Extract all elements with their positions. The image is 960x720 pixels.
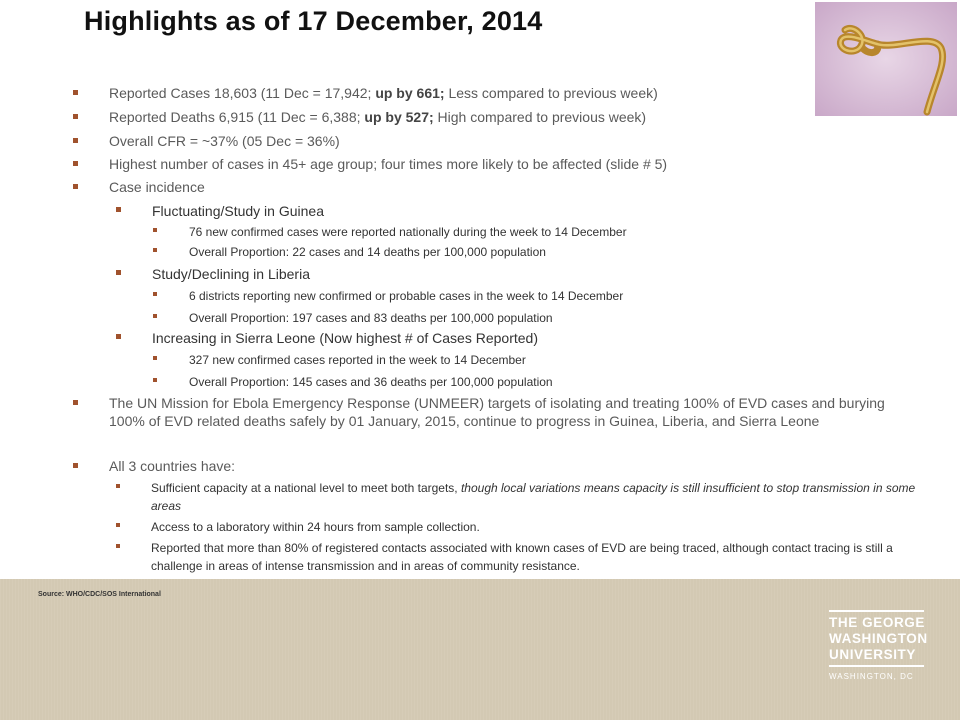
bullet-marker	[73, 400, 78, 405]
bullet-text: Reported that more than 80% of registered contacts associated with known cases of EVD are being traced, although contact tracing is still a challenge in areas of intense transmission and in areas of community resistance.	[151, 541, 893, 573]
bullet-marker	[73, 184, 78, 189]
bullet-text	[109, 84, 889, 102]
detail-sierra-2	[153, 373, 909, 391]
bullet-marker	[73, 463, 78, 468]
bullet-text: Overall Proportion: 197 cases and 83 deaths per 100,000 population	[189, 311, 553, 325]
text-italic: though local variations means capacity is still insufficient to stop transmission in some areas	[151, 481, 916, 513]
bullet-marker	[153, 292, 157, 296]
footer-band	[0, 579, 960, 720]
bullet-text	[109, 108, 889, 126]
bullet-text: Overall Proportion: 22 cases and 14 deaths per 100,000 population	[189, 245, 546, 259]
sub-bullet-contacts	[116, 539, 931, 575]
logo-rule-top	[829, 610, 924, 612]
bullet-text: The UN Mission for Ebola Emergency Response (UNMEER) targets of isolating and treating 100% of EVD cases and burying 100% of EVD related deaths safely by 01 January, 2015, continue to progress in Guinea, Liberia, and Sierra Leone	[109, 395, 885, 429]
logo-name	[829, 615, 928, 663]
bullet-marker	[153, 248, 157, 252]
bullet-text: Overall CFR = ~37% (05 Dec = 36%)	[109, 133, 340, 149]
text-part: Reported Cases 18,603 (11 Dec = 17,942;	[109, 85, 376, 101]
bullet-text: Increasing in Sierra Leone (Now highest # of Cases Reported)	[152, 330, 538, 346]
text-bold: up by 661;	[375, 85, 445, 101]
detail-guinea-2	[153, 243, 909, 261]
bullet-marker	[153, 228, 157, 232]
bullet-marker	[153, 314, 157, 318]
text-part: Reported Deaths 6,915 (11 Dec = 6,388;	[109, 109, 365, 125]
bullet-text: 6 districts reporting new confirmed or probable cases in the week to 14 December	[189, 289, 624, 303]
slide-title: Highlights as of 17 December, 2014	[84, 6, 543, 36]
bullet-text	[151, 479, 931, 515]
bullet-text: Fluctuating/Study in Guinea	[152, 203, 324, 219]
bullet-text: Highest number of cases in 45+ age group; four times more likely to be affected (slide # 5)	[109, 156, 668, 172]
bullet-marker	[116, 270, 121, 275]
logo-rule-bottom	[829, 665, 924, 667]
bullet-text: 327 new confirmed cases reported in the week to 14 December	[189, 353, 526, 367]
sub-bullet-guinea	[116, 202, 912, 220]
logo-line-2: WASHINGTON	[829, 631, 928, 646]
detail-liberia-1	[153, 287, 909, 305]
bullet-reported-cases	[73, 84, 889, 102]
bullet-marker	[153, 356, 157, 360]
sub-bullet-capacity	[116, 479, 931, 515]
bullet-unmeer	[73, 394, 919, 430]
text-bold: up by 527;	[364, 109, 434, 125]
source-note: Source: WHO/CDC/SOS International	[38, 591, 161, 598]
bullet-case-incidence	[73, 178, 889, 196]
bullet-marker	[73, 161, 78, 166]
bullet-text: Study/Declining in Liberia	[152, 266, 310, 282]
bullet-text: Access to a laboratory within 24 hours from sample collection.	[151, 520, 480, 534]
bullet-reported-deaths	[73, 108, 889, 126]
bullet-marker	[116, 544, 120, 548]
text-part: Sufficient capacity at a national level to meet both targets,	[151, 481, 461, 495]
logo-city: WASHINGTON, DC	[829, 672, 914, 681]
bullet-marker	[116, 523, 120, 527]
bullet-marker	[116, 334, 121, 339]
gwu-logo	[829, 610, 928, 681]
detail-sierra-1	[153, 351, 909, 369]
sub-bullet-sierra-leone	[116, 329, 912, 347]
bullet-marker	[73, 90, 78, 95]
bullet-marker	[116, 484, 120, 488]
logo-line-1: THE GEORGE	[829, 615, 926, 630]
text-part: Less compared to previous week)	[444, 85, 658, 101]
bullet-text: All 3 countries have:	[109, 458, 236, 474]
sub-bullet-laboratory	[116, 518, 931, 536]
bullet-marker	[116, 207, 121, 212]
bullet-marker	[73, 114, 78, 119]
logo-line-3: UNIVERSITY	[829, 647, 917, 662]
bullet-cfr	[73, 132, 889, 150]
bullet-text: Case incidence	[109, 179, 205, 195]
detail-guinea-1	[153, 223, 909, 241]
bullet-text: 76 new confirmed cases were reported nationally during the week to 14 December	[189, 225, 627, 239]
bullet-age-group	[73, 155, 889, 173]
bullet-marker	[153, 378, 157, 382]
bullet-marker	[73, 138, 78, 143]
bullet-all-countries	[73, 457, 889, 475]
sub-bullet-liberia	[116, 265, 912, 283]
text-part: High compared to previous week)	[433, 109, 647, 125]
detail-liberia-2	[153, 309, 909, 327]
bullet-text: Overall Proportion: 145 cases and 36 deaths per 100,000 population	[189, 375, 553, 389]
